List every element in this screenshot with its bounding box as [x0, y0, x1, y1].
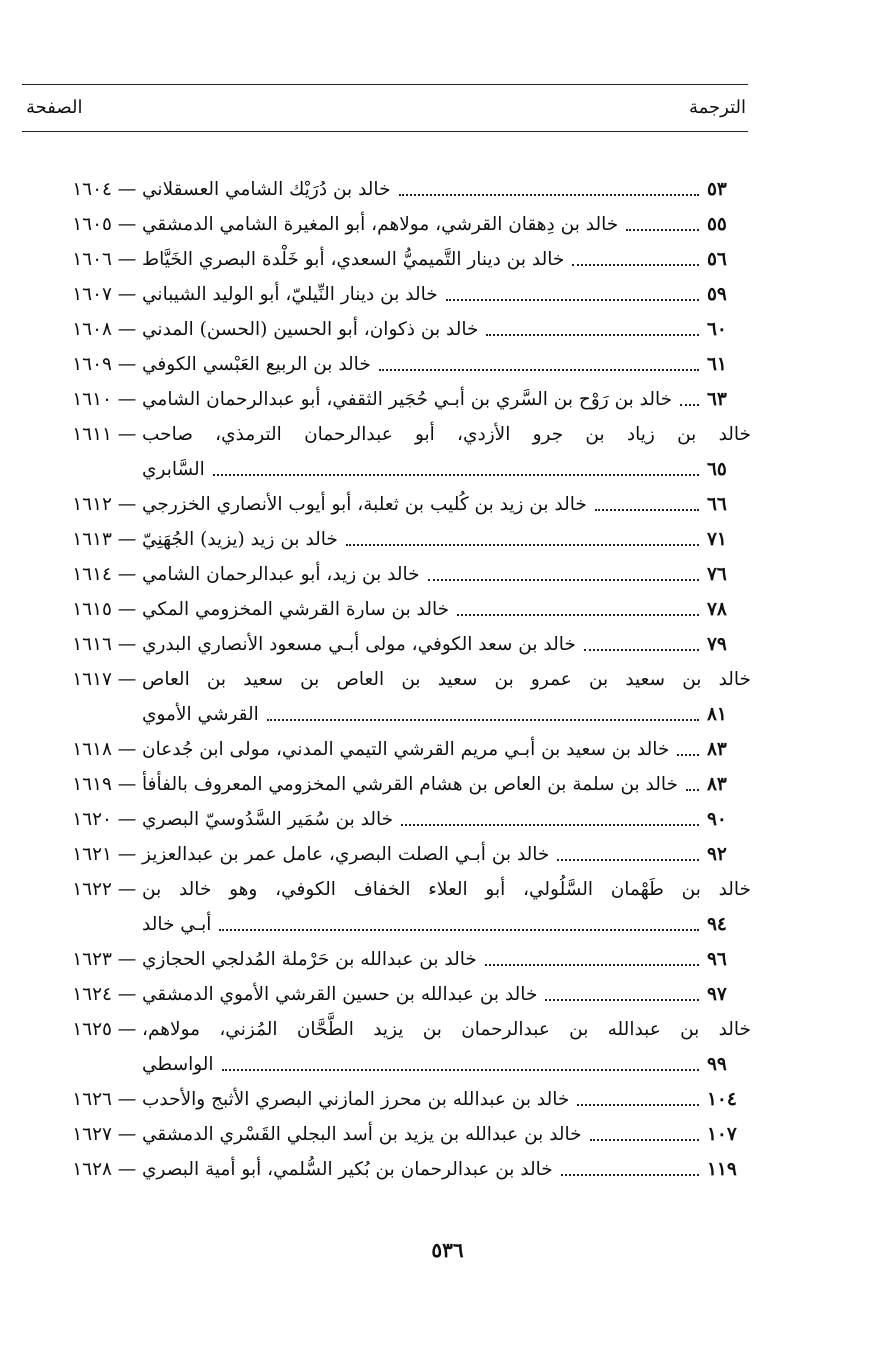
- dot-leader: [545, 999, 699, 1001]
- toc-entry: [56, 312, 751, 347]
- entry-title: خالد بن زيد بن كُليب بن ثعلبة، أبو أيوب الأنصاري الخزرجي: [142, 494, 587, 515]
- entry-number: ١٦٠٧: [72, 284, 112, 305]
- entry-dash: —: [117, 249, 137, 270]
- entry-number: ١٦١٧: [72, 669, 112, 690]
- dot-leader: [626, 229, 699, 231]
- entry-body: [142, 347, 751, 382]
- entry-body: [142, 312, 751, 347]
- toc-entry: [56, 942, 751, 977]
- entry-title: خالد بن سارة القرشي المخزومي المكي: [142, 599, 450, 620]
- entry-dash: —: [117, 949, 137, 970]
- dot-leader: [572, 264, 699, 266]
- entry-number: ١٦١٤: [72, 564, 112, 585]
- entry-dash: —: [117, 599, 137, 620]
- entry-page-number: ١٠٧: [707, 1124, 737, 1145]
- entry-number: ١٦٢٢: [72, 879, 112, 900]
- toc-entry: [56, 1152, 751, 1187]
- entry-page-number: ٩٠: [707, 809, 727, 830]
- entry-page-number: ٦٣: [707, 389, 727, 410]
- entry-body: [142, 1152, 751, 1187]
- dot-leader: [379, 369, 699, 371]
- toc-entry: [56, 802, 751, 837]
- entry-dash: —: [117, 424, 137, 445]
- toc-entry: [56, 1082, 751, 1117]
- entry-page-number: ٩٦: [707, 949, 727, 970]
- entry-page-number: ٧٩: [707, 634, 727, 655]
- toc-entry: [56, 662, 751, 732]
- toc-entry: [56, 1117, 751, 1152]
- entry-dash: —: [117, 354, 137, 375]
- toc-entry: [56, 172, 751, 207]
- toc-entry: [56, 487, 751, 522]
- entry-page-number: ٨٣: [707, 739, 727, 760]
- entry-body: [142, 837, 751, 872]
- table-of-contents: [56, 172, 751, 1187]
- entry-dash: —: [117, 1089, 137, 1110]
- dot-leader: [590, 1139, 699, 1141]
- dot-leader: [346, 544, 699, 546]
- entry-title-line-1: خالد بن عبدالله بن عبدالرحمان بن يزيد الطَّحَّان المُزني، مولاهم،: [142, 1019, 751, 1040]
- entry-title-line-1: خالد بن زياد بن جرو الأزدي، أبو عبدالرحمان الترمذي، صاحب: [142, 424, 751, 445]
- entry-page-number: ٩٩: [707, 1054, 727, 1075]
- dot-leader: [428, 579, 699, 581]
- entry-number: ١٦٢٦: [72, 1089, 112, 1110]
- entry-title-line-2: السَّابري: [142, 459, 205, 480]
- entry-title-line-2: الواسطي: [142, 1054, 214, 1075]
- header-entry-label: الترجمة: [688, 97, 746, 118]
- dot-leader: [584, 649, 699, 651]
- dot-leader: [222, 1069, 699, 1071]
- entry-title: خالد بن دُرَيْك الشامي العسقلاني: [142, 179, 391, 200]
- entry-dash: —: [117, 1159, 137, 1180]
- entry-dash: —: [117, 214, 137, 235]
- entry-title: خالد بن رَوْح بن السَّري بن أبـي حُجَير الثقفي، أبو عبدالرحمان الشامي: [142, 389, 673, 410]
- entry-title: خالد بن أبـي الصلت البصري، عامل عمر بن عبدالعزيز: [142, 844, 550, 865]
- entry-number: ١٦٢٠: [72, 809, 112, 830]
- entry-page-number: ٧٨: [707, 599, 727, 620]
- entry-page-number: ٧١: [707, 529, 727, 550]
- dot-leader: [561, 1174, 699, 1176]
- entry-body: [142, 662, 751, 732]
- entry-body: [142, 872, 751, 942]
- entry-page-number: ٨٣: [707, 774, 727, 795]
- dot-leader: [457, 614, 699, 616]
- dot-leader: [401, 824, 699, 826]
- toc-entry: [56, 417, 751, 487]
- entry-page-number: ٦٥: [707, 459, 727, 480]
- entry-number: ١٦٢٧: [72, 1124, 112, 1145]
- dot-leader: [677, 754, 699, 756]
- entry-title: خالد بن زيد (يزيد) الجُهَنِيّ: [142, 529, 338, 550]
- toc-entry: [56, 242, 751, 277]
- entry-title-line-1: خالد بن طَهْمان السَّلُولي، أبو العلاء الخفاف الكوفي، وهو خالد بن: [142, 879, 751, 900]
- entry-page-number: ٥٦: [707, 249, 727, 270]
- entry-body: [142, 732, 751, 767]
- entry-body: [142, 1082, 751, 1117]
- entry-dash: —: [117, 634, 137, 655]
- entry-body: [142, 977, 751, 1012]
- entry-dash: —: [117, 494, 137, 515]
- entry-page-number: ١١٩: [707, 1159, 737, 1180]
- toc-entry: [56, 767, 751, 802]
- entry-number: ١٦٠٥: [72, 214, 112, 235]
- entry-title: خالد بن عبدالرحمان بن بُكير السُّلمي، أبو أمية البصري: [142, 1159, 553, 1180]
- entry-title: خالد بن سُمَير السَّدُوسيّ البصري: [142, 809, 394, 830]
- dot-leader: [577, 1104, 699, 1106]
- entry-dash: —: [117, 389, 137, 410]
- entry-title-line-2: القرشي الأموي: [142, 704, 259, 725]
- entry-page-number: ٨١: [707, 704, 727, 725]
- entry-dash: —: [117, 844, 137, 865]
- entry-body: [142, 522, 751, 557]
- entry-dash: —: [117, 809, 137, 830]
- entry-title: خالد بن عبدالله بن حسين القرشي الأموي الدمشقي: [142, 984, 538, 1005]
- entry-body: [142, 1117, 751, 1152]
- entry-number: ١٦٢٨: [72, 1159, 112, 1180]
- toc-entry: [56, 347, 751, 382]
- entry-dash: —: [117, 564, 137, 585]
- toc-entry: [56, 557, 751, 592]
- dot-leader: [557, 859, 699, 861]
- dot-leader: [213, 474, 699, 476]
- entry-dash: —: [117, 284, 137, 305]
- entry-number: ١٦٢١: [72, 844, 112, 865]
- entry-body: [142, 382, 751, 417]
- entry-number: ١٦١٦: [72, 634, 112, 655]
- entry-title: خالد بن دِهقان القرشي، مولاهم، أبو المغيرة الشامي الدمشقي: [142, 214, 619, 235]
- entry-number: ١٦١٠: [72, 389, 112, 410]
- toc-entry: [56, 522, 751, 557]
- entry-title: خالد بن زيد، أبو عبدالرحمان الشامي: [142, 564, 420, 585]
- entry-page-number: ٥٣: [707, 179, 727, 200]
- entry-page-number: ٩٢: [707, 844, 727, 865]
- entry-title: خالد بن عبدالله بن حَرْملة المُدلجي الحجازي: [142, 949, 477, 970]
- toc-entry: [56, 592, 751, 627]
- toc-entry: [56, 977, 751, 1012]
- entry-page-number: ٩٤: [707, 914, 727, 935]
- entry-page-number: ٥٥: [707, 214, 727, 235]
- entry-dash: —: [117, 774, 137, 795]
- entry-title: خالد بن سعيد بن أبـي مريم القرشي التيمي المدني، مولى ابن جُدعان: [142, 739, 670, 760]
- entry-number: ١٦٢٤: [72, 984, 112, 1005]
- entry-title: خالد بن ذكوان، أبو الحسين (الحسن) المدني: [142, 319, 479, 340]
- entry-number: ١٦٠٦: [72, 249, 112, 270]
- entry-title-line-2: أبـي خالد: [142, 914, 212, 935]
- toc-entry: [56, 872, 751, 942]
- entry-page-number: ٧٦: [707, 564, 727, 585]
- entry-page-number: ٦٦: [707, 494, 727, 515]
- entry-number: ١٦١٨: [72, 739, 112, 760]
- entry-dash: —: [117, 529, 137, 550]
- dot-leader: [399, 194, 699, 196]
- entry-title: خالد بن دينار النِّيليّ، أبو الوليد الشيباني: [142, 284, 438, 305]
- entry-dash: —: [117, 879, 137, 900]
- toc-entry: [56, 1012, 751, 1082]
- dot-leader: [595, 509, 699, 511]
- toc-entry: [56, 837, 751, 872]
- entry-number: ١٦٠٤: [72, 179, 112, 200]
- entry-body: [142, 942, 751, 977]
- dot-leader: [486, 334, 699, 336]
- dot-leader: [219, 929, 699, 931]
- entry-body: [142, 487, 751, 522]
- entry-number: ١٦١٢: [72, 494, 112, 515]
- entry-number: ١٦٢٣: [72, 949, 112, 970]
- entry-dash: —: [117, 1019, 137, 1040]
- entry-number: ١٦١٣: [72, 529, 112, 550]
- entry-dash: —: [117, 319, 137, 340]
- page-number: ٥٣٦: [431, 1238, 464, 1262]
- entry-body: [142, 242, 751, 277]
- entry-title: خالد بن سعد الكوفي، مولى أبـي مسعود الأنصاري البدري: [142, 634, 576, 655]
- entry-number: ١٦٠٨: [72, 319, 112, 340]
- entry-page-number: ٩٧: [707, 984, 727, 1005]
- entry-number: ١٦٠٩: [72, 354, 112, 375]
- entry-page-number: ٦١: [707, 354, 727, 375]
- entry-dash: —: [117, 739, 137, 760]
- dot-leader: [485, 964, 699, 966]
- toc-entry: [56, 382, 751, 417]
- entry-title: خالد بن دينار التَّميميُّ السعدي، أبو خَلْدة البصري الخَيَّاط: [142, 249, 565, 270]
- entry-body: [142, 627, 751, 662]
- dot-leader: [686, 789, 699, 791]
- entry-number: ١٦١٥: [72, 599, 112, 620]
- entry-body: [142, 277, 751, 312]
- toc-entry: [56, 277, 751, 312]
- toc-entry: [56, 732, 751, 767]
- entry-number: ١٦١١: [72, 424, 112, 445]
- entry-dash: —: [117, 179, 137, 200]
- entry-page-number: ٦٠: [707, 319, 727, 340]
- entry-body: [142, 557, 751, 592]
- entry-number: ١٦١٩: [72, 774, 112, 795]
- entry-body: [142, 172, 751, 207]
- entry-body: [142, 767, 751, 802]
- entry-dash: —: [117, 984, 137, 1005]
- table-header: [22, 84, 748, 132]
- entry-dash: —: [117, 669, 137, 690]
- toc-entry: [56, 207, 751, 242]
- entry-body: [142, 592, 751, 627]
- entry-title-line-1: خالد بن سعيد بن عمرو بن سعيد بن العاص بن سعيد بن العاص: [142, 669, 751, 690]
- entry-body: [142, 1012, 751, 1082]
- entry-title: خالد بن عبدالله بن يزيد بن أسد البجلي القَسْري الدمشقي: [142, 1124, 582, 1145]
- entry-page-number: ٥٩: [707, 284, 727, 305]
- dot-leader: [446, 299, 699, 301]
- entry-page-number: ١٠٤: [707, 1089, 737, 1110]
- dot-leader: [680, 404, 699, 406]
- dot-leader: [267, 719, 699, 721]
- entry-title: خالد بن عبدالله بن محرز المازني البصري الأثبج والأحدب: [142, 1089, 570, 1110]
- header-page-label: الصفحة: [26, 97, 83, 118]
- entry-body: [142, 207, 751, 242]
- entry-dash: —: [117, 1124, 137, 1145]
- toc-entry: [56, 627, 751, 662]
- entry-title: خالد بن سلمة بن العاص بن هشام القرشي المخزومي المعروف بالفأفأ: [142, 774, 678, 795]
- entry-title: خالد بن الربيع العَبْسي الكوفي: [142, 354, 371, 375]
- entry-body: [142, 417, 751, 487]
- entry-body: [142, 802, 751, 837]
- entry-number: ١٦٢٥: [72, 1019, 112, 1040]
